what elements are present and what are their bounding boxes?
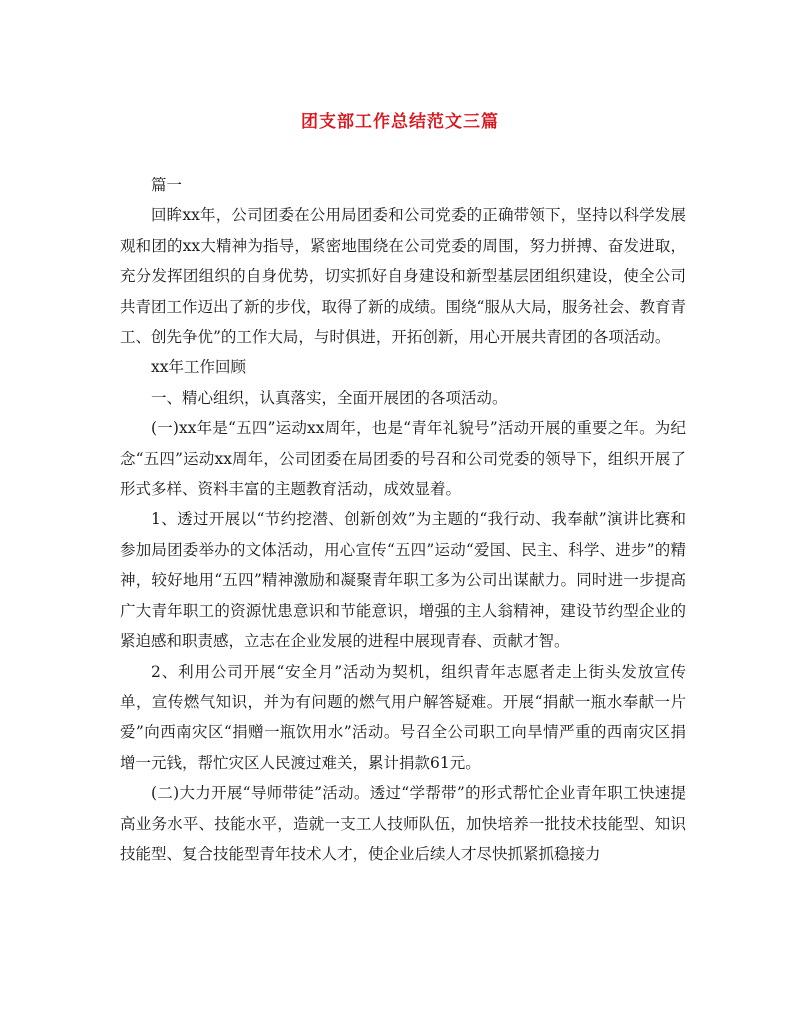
paragraph: (一)xx年是“五四”运动xx周年，也是“青年礼貌号”活动开展的重要之年。为纪念“五四”运动xx周年，公司团委在局团委的号召和公司党委的领导下，组织开展了形式多样、资料丰富的主题教育活动，成效显着。 [120,419,686,499]
paragraph: 1、透过开展以“节约挖潜、创新创效”为主题的“我行动、我奉献”演讲比赛和参加局团委举办的文体活动，用心宣传“五四”运动“爱国、民主、科学、进步”的精神，较好地用“五四”精神激励和凝聚青年职工多为公司出谋献力。同时进一步提高广大青年职工的资源忧患意识和节能意识，增强的主人翁精神，建设节约型企业的紧迫感和职责感，立志在企业发展的进程中展现青春、贡献才智。 [120,510,686,651]
paragraph: (二)大力开展“导师带徒”活动。透过“学帮带”的形式帮忙企业青年职工快速提高业务水平、技能水平，造就一支工人技师队伍，加快培养一批技术技能型、知识技能型、复合技能型青年技术人才，使企业后续人才尽快抓紧抓稳接力 [120,784,686,863]
document-title: 团支部工作总结范文三篇 [301,112,499,132]
section-heading: xx年工作回顾 [151,358,246,377]
paragraph: 2、利用公司开展“安全月”活动为契机，组织青年志愿者走上街头发放宣传单，宣传燃气知识，并为有问题的燃气用户解答疑难。开展“捐献一瓶水奉献一片爱”向西南灾区“捐赠一瓶饮用水”活动。号召全公司职工向旱情严重的西南灾区捐增一元钱，帮忙灾区人民渡过难关，累计捐款61元。 [120,662,686,772]
section-heading: 篇一 [151,176,183,194]
paragraph: 回眸xx年，公司团委在公用局团委和公司党委的正确带领下，坚持以科学发展观和团的xx大精神为指导，紧密地围绕在公司党委的周围，努力拼搏、奋发进取，充分发挥团组织的自身优势，切实抓好自身建设和新型基层团组织建设，使全公司共青团工作迈出了新的步伐，取得了新的成绩。围绕“服从大局，服务社会、教育青工、创先争优”的工作大局，与时俱进，开拓创新，用心开展共青团的各项活动。 [120,206,686,347]
paragraph: 一、精心组织，认真落实，全面开展团的各项活动。 [151,388,508,407]
document-body [120,170,686,869]
